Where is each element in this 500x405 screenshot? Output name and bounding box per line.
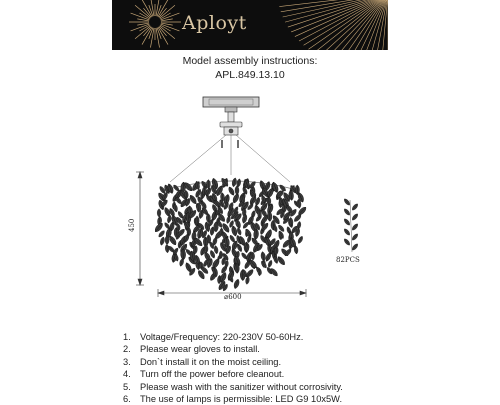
model-code: APL.849.13.10 — [215, 69, 285, 81]
spec-item: 3. Don`t install it on the moist ceiling. — [123, 356, 282, 367]
brand-name: Aployt — [182, 12, 247, 34]
spec-item: 1. Voltage/Frequency: 220-230V 50-60Hz. — [123, 332, 304, 342]
suspension-wires — [170, 135, 290, 182]
spec-item: 4. Turn off the power before cleanout. — [123, 369, 285, 380]
diameter-label: ⌀600 — [224, 293, 242, 301]
leaf-cluster — [153, 177, 307, 292]
ceiling-canopy — [203, 97, 259, 107]
spec-item: 2. Please wear gloves to install. — [123, 344, 260, 355]
height-label: 450 — [128, 218, 136, 232]
spec-item: 5. Please wash with the sanitizer without corrosivity. — [123, 381, 343, 392]
leaf-strand-detail — [343, 198, 359, 252]
pcs-label: 82PCS — [336, 256, 360, 264]
height-dimension — [136, 172, 144, 285]
specs-list — [123, 331, 343, 405]
instructions-title: Model assembly instructions: — [182, 55, 318, 67]
spec-item: 6. The use of lamps is permissible: LED G9 10x5W. — [123, 394, 343, 405]
